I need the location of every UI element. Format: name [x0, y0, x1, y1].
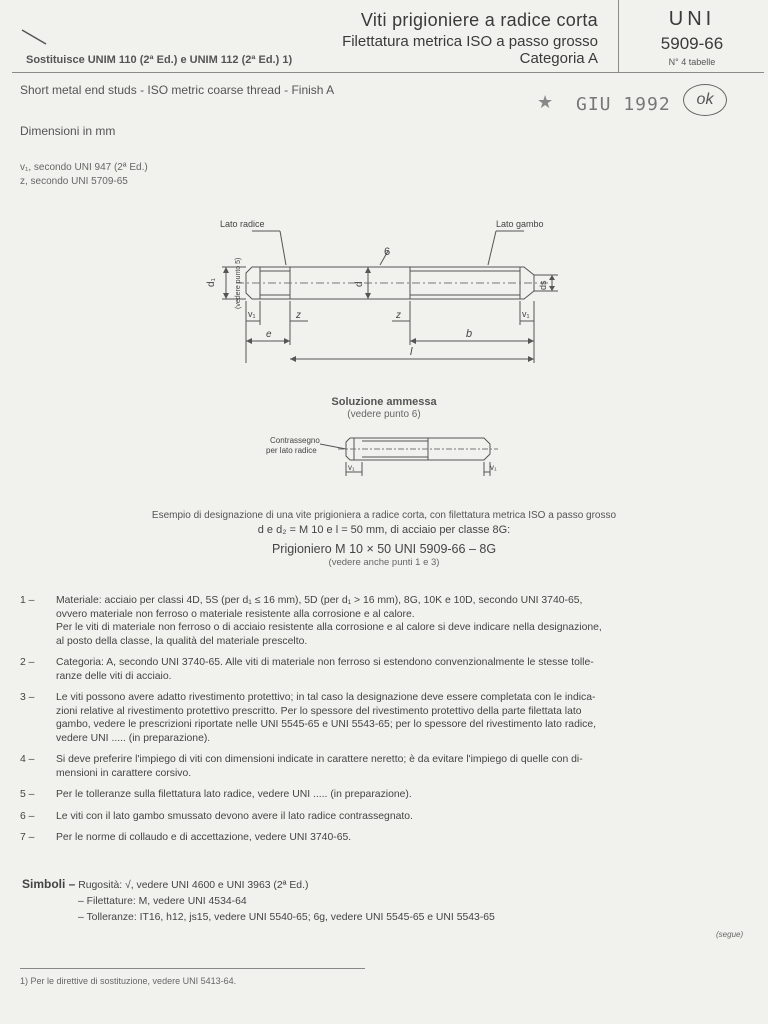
symbol-tolleranze: – Tolleranze: IT16, h12, js15, vedere UNI 5540-65; 6g, vedere UNI 5545-65 e UNI 5543-65 [78, 912, 495, 923]
stud-drawing [200, 215, 580, 375]
label-b: b [466, 328, 473, 340]
symbol-rugosita: Rugosità: √, vedere UNI 4600 e UNI 3963 (2ª Ed.) [78, 880, 309, 891]
note-body [56, 810, 755, 824]
note-item [20, 753, 755, 780]
note-item [20, 656, 755, 683]
note-line: Si deve preferire l'impiego di viti con dimensioni indicate in carattere neretto; è da evitare l'impiego di quelle con di- [56, 754, 583, 765]
label-l: l [410, 346, 413, 358]
label-lato-gambo: Lato gambo [496, 219, 544, 229]
title-line2: Filettatura metrica ISO a passo grosso [342, 33, 598, 50]
note-number: 6 – [20, 810, 35, 822]
note-line: Per le tolleranze sulla filettatura lato radice, vedere UNI ..... (in preparazione). [56, 789, 412, 800]
label-d1-note: (vedere punto 5) [235, 257, 242, 309]
note-line: ranze delle viti di acciaio. [56, 670, 172, 682]
note-number: 5 – [20, 789, 35, 800]
note-line: vedere UNI ..... (in preparazione). [56, 732, 211, 744]
note-item [20, 691, 755, 745]
alt-solution-drawing [262, 430, 502, 482]
alt-solution-title: Soluzione ammessa [331, 396, 437, 408]
label-e: e [266, 329, 272, 340]
standard-code: UNI [668, 8, 716, 30]
note-line: zioni relative al rivestimento protettivo prescritto. Per lo spessore del rivestimento protettivo della parte filettata lato [56, 705, 582, 717]
note-line: Per le norme di collaudo e di accettazione, vedere UNI 3740-65. [56, 832, 352, 843]
note-number: 2 – [20, 657, 35, 668]
label-z-right: z [396, 310, 401, 321]
note-line: Le viti possono avere adatto rivestimento protettivo; in tal caso la designazione deve essere completata con le indica- [56, 692, 596, 703]
note-body [56, 656, 755, 683]
check-stamp: ok [683, 84, 727, 116]
example-line1: Esempio di designazione di una vite prigioniera a radice corta, con filettatura metrica ISO a passo grosso [151, 510, 617, 521]
note-line: Materiale: acciaio per classi 4D, 5S (per d₁ ≤ 16 mm), 5D (per d₁ > 16 mm), 8G, 10K e 10D, secondo UNI 3740-65, [56, 595, 583, 606]
example-designation: Prigioniero M 10 × 50 UNI 5909-66 – 8G [271, 542, 497, 556]
note-line: Le viti con il lato gambo smussato devono avere il lato radice contrassegnato. [56, 810, 413, 822]
note-line: ovvero materiale non ferroso o materiale resistente alla corrosione e al calore. [56, 608, 415, 620]
note-item [20, 810, 755, 824]
star-icon: ★ [537, 92, 554, 112]
label-d: d [354, 281, 365, 287]
label-ds: ds [538, 280, 548, 290]
header-title-area [12, 0, 618, 72]
ref-v1: v₁, secondo UNI 947 (2ª Ed.) [20, 162, 148, 173]
notes-list [20, 594, 755, 853]
footnote-rule [20, 968, 365, 969]
symbols-section [22, 876, 495, 926]
standard-box [618, 0, 765, 72]
note-line: mensioni in carattere corsivo. [56, 767, 192, 779]
dimensions-note: Dimensioni in mm [20, 124, 116, 138]
replaces-note: Sostituisce UNIM 110 (2ª Ed.) e UNIM 112 (2ª Ed.) 1) [26, 54, 293, 66]
label-v1-left: v₁ [248, 309, 256, 319]
symbol-filettature: – Filettature: M, vedere UNI 4534-64 [78, 896, 247, 907]
note-line: gambo, vedere le prescrizioni riportate nelle UNI 5545-65 e UNI 5543-65; per lo spessore del rivestimento lato radice, [56, 719, 597, 730]
tables-count: N° 4 tabelle [668, 57, 716, 67]
title-line1: Viti prigioniere a radice corta [360, 10, 598, 30]
note-line: al posto della classe, la qualità del materiale prescelto. [56, 635, 308, 647]
note-body [56, 691, 755, 745]
note-item [20, 594, 755, 648]
example-see-also: (vedere anche punti 1 e 3) [328, 557, 440, 568]
label-lato-radice: Lato radice [220, 219, 265, 229]
date-stamp: GIU 1992 [576, 94, 671, 115]
alt-solution-subtitle: (vedere punto 6) [347, 409, 421, 420]
label-z-left: z [296, 310, 301, 321]
symbols-label: Simboli – [22, 877, 76, 891]
note-line: Per le viti di materiale non ferroso o di acciaio resistente alla corrosione e al calore si deve indicare nella designazione, [56, 622, 602, 633]
note-body [56, 788, 755, 802]
note-line: Categoria: A, secondo UNI 3740-65. Alle viti di materiale non ferroso si estendono convenzionalmente le stesse tolle- [56, 657, 594, 668]
title-line3: Categoria A [519, 50, 598, 67]
note-number: 3 – [20, 692, 35, 703]
label-contrassegno: Contrassegno [270, 436, 320, 445]
note-body [56, 753, 755, 780]
note-number: 4 – [20, 754, 35, 765]
subtitle-english: Short metal end studs - ISO metric coarse thread - Finish A [20, 83, 335, 97]
label-alt-v1-left: v₁ [348, 463, 355, 472]
example-line2: d e d₂ = M 10 e l = 50 mm, di acciaio per classe 8G: [257, 524, 511, 536]
note-item [20, 788, 755, 802]
standard-number: 5909-66 [660, 34, 724, 53]
roughness-mark: 6 [384, 246, 391, 258]
label-d1: d₁ [206, 278, 217, 287]
label-alt-v1-right: v₁ [490, 463, 497, 472]
note-number: 7 – [20, 832, 35, 843]
note-body [56, 594, 755, 648]
footnote: 1) Per le direttive di sostituzione, vedere UNI 5413-64. [20, 976, 237, 986]
note-item [20, 831, 755, 845]
label-per-lato-radice: per lato radice [266, 446, 317, 455]
note-body [56, 831, 755, 845]
label-v1-right: v₁ [522, 309, 530, 319]
header-block [12, 0, 764, 73]
note-number: 1 – [20, 595, 35, 606]
ref-z: z, secondo UNI 5709-65 [20, 176, 128, 187]
segue-note: (segue) [716, 930, 744, 939]
